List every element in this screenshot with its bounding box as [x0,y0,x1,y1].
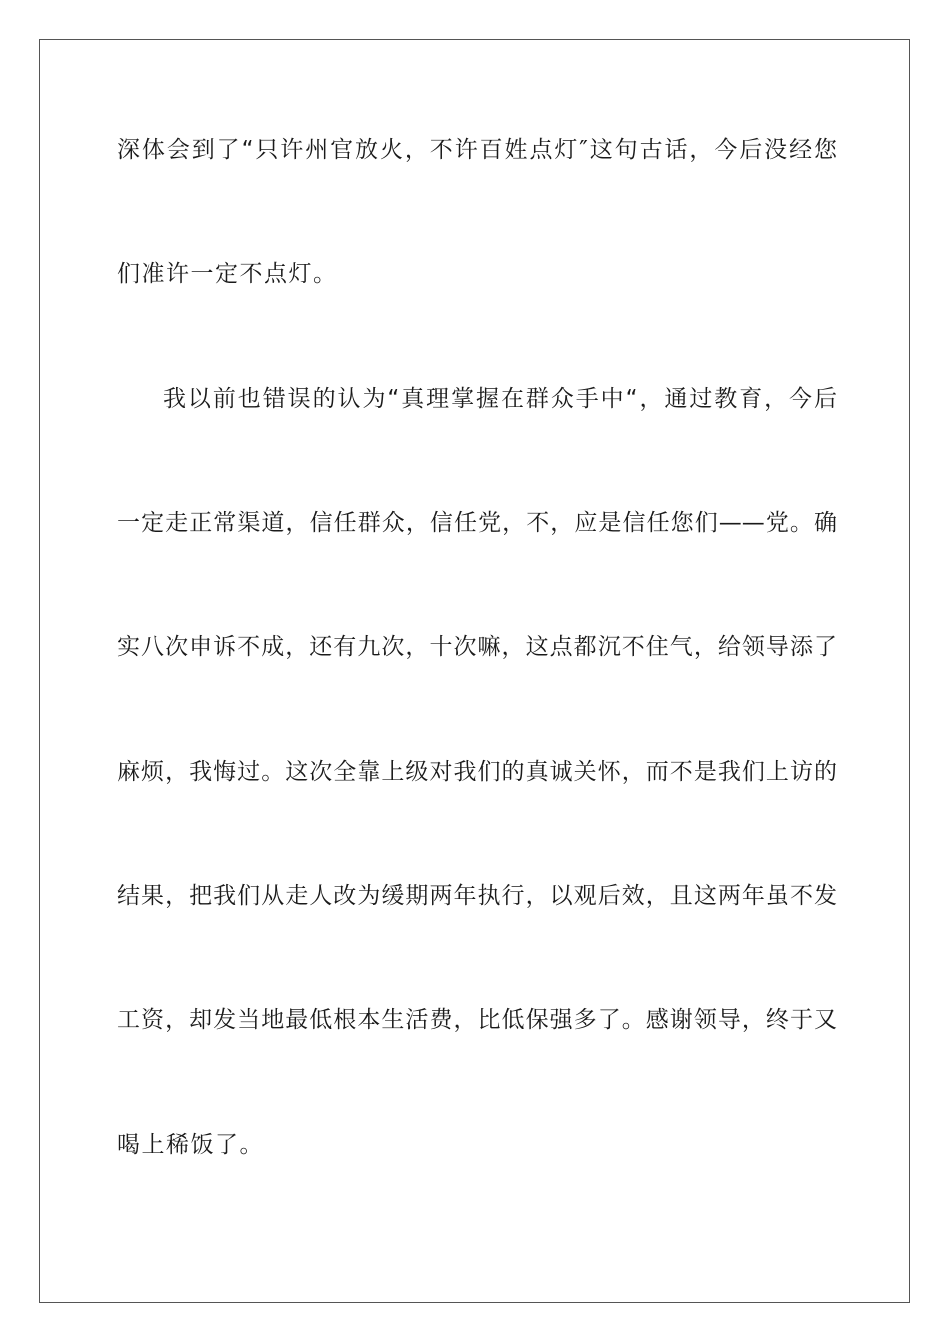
text-line-5: 实八次申诉不成，还有九次，十次嘛，这点都沉不住气，给领导添了 [117,634,837,660]
page-border [39,39,910,1303]
text-line-1: 深体会到了“只许州官放火，不许百姓点灯″这句古话，今后没经您 [117,137,837,163]
text-line-6: 麻烦，我悔过。这次全靠上级对我们的真诚关怀，而不是我们上访的 [117,759,837,785]
text-line-8: 工资，却发当地最低根本生活费，比低保强多了。感谢领导，终于又 [117,1007,837,1033]
text-line-2: 们准许一定不点灯。 [117,261,338,287]
text-line-3: 我以前也错误的认为“真理掌握在群众手中“，通过教育，今后 [163,386,837,412]
text-line-7: 结果，把我们从走人改为缓期两年执行，以观后效，且这两年虽不发 [117,883,837,909]
text-line-9: 喝上稀饭了。 [117,1132,264,1158]
text-line-4: 一定走正常渠道，信任群众，信任党，不，应是信任您们——党。确 [117,510,837,536]
